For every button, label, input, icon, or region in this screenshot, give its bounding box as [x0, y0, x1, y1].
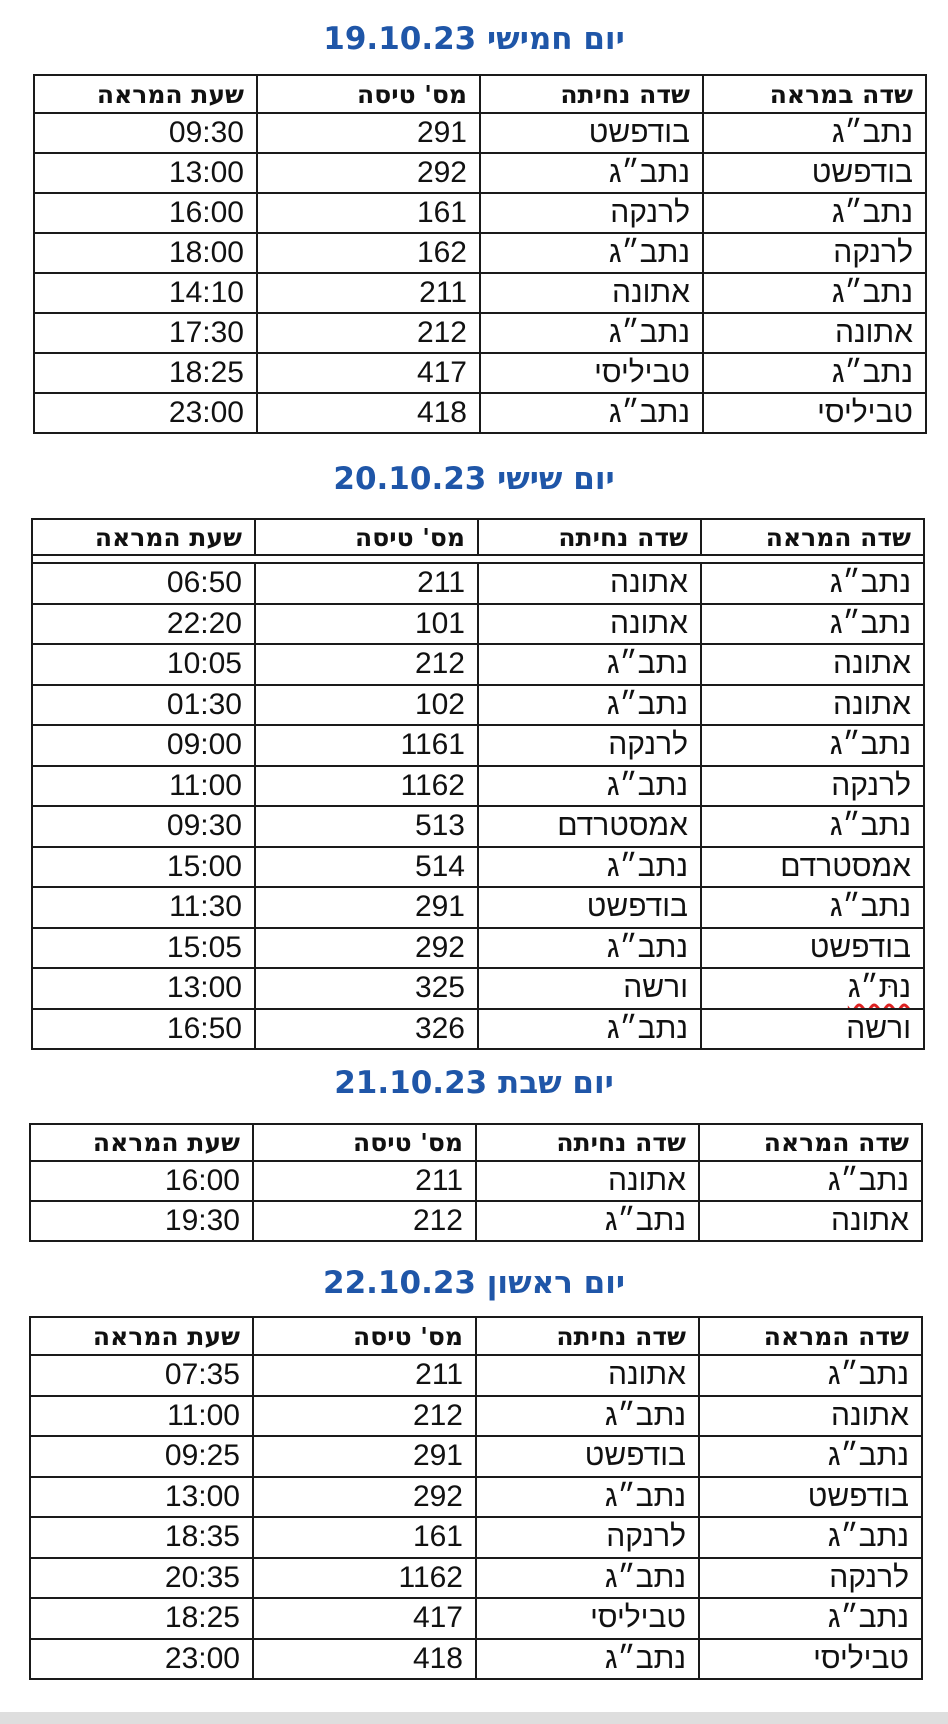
departure-time-cell: 13:00 [34, 153, 257, 193]
flight-number-cell: 514 [255, 847, 478, 888]
departure-airport-cell: נתב״ג [699, 1355, 922, 1396]
table-row [32, 928, 924, 969]
arrival-airport-cell: נתב״ג [480, 153, 703, 193]
departure-time-cell: 17:30 [34, 313, 257, 353]
departure-time-cell: 14:10 [34, 273, 257, 313]
header-flight-number: מס' טיסה [253, 1124, 476, 1161]
table-row [32, 604, 924, 645]
departure-time-cell: 23:00 [34, 393, 257, 433]
arrival-airport-cell: טביליסי [480, 353, 703, 393]
departure-time-cell: 18:25 [34, 353, 257, 393]
flight-number-cell: 161 [257, 193, 480, 233]
arrival-airport-cell: לרנקה [478, 725, 701, 766]
flight-number-cell: 102 [255, 685, 478, 726]
flight-number-cell: 211 [257, 273, 480, 313]
flight-number-cell: 161 [253, 1517, 476, 1558]
table-row [34, 113, 926, 153]
schedule-rows [32, 555, 924, 1049]
departure-time-cell: 16:00 [34, 193, 257, 233]
departure-airport-cell: טביליסי [703, 393, 926, 433]
table-row [32, 766, 924, 807]
table-row [32, 563, 924, 604]
schedule-table-saturday [29, 1123, 923, 1242]
arrival-airport-cell: אתונה [478, 563, 701, 604]
header-arrival-airport: שדה נחיתה [478, 519, 701, 555]
departure-airport-cell: אתונה [701, 685, 924, 726]
departure-airport-cell: נתב״ג [699, 1436, 922, 1477]
table-row [34, 233, 926, 273]
arrival-airport-cell: טביליסי [476, 1598, 699, 1639]
flight-number-cell: 418 [253, 1639, 476, 1680]
arrival-airport-cell: אמסטרדם [478, 806, 701, 847]
departure-time-cell: 18:35 [30, 1517, 253, 1558]
spellcheck-underline: נתּ״ג [847, 971, 911, 1005]
arrival-airport-cell: בודפשט [476, 1436, 699, 1477]
departure-time-cell: 15:00 [32, 847, 255, 888]
table-row [32, 1009, 924, 1050]
departure-time-cell: 09:30 [34, 113, 257, 153]
flight-number-cell: 1161 [255, 725, 478, 766]
arrival-airport-cell: נתב״ג [476, 1396, 699, 1437]
table-header-row [30, 1317, 922, 1355]
table-row [30, 1436, 922, 1477]
departure-airport-cell: בודפשט [703, 153, 926, 193]
departure-airport-cell: נתב״ג [699, 1598, 922, 1639]
day-title-thursday: יום חמישי 19.10.23 [323, 21, 625, 57]
departure-time-cell: 10:05 [32, 644, 255, 685]
departure-time-cell: 20:35 [30, 1558, 253, 1599]
departure-time-cell: 18:00 [34, 233, 257, 273]
schedule-table-sunday [29, 1316, 923, 1680]
schedule-rows [30, 1355, 922, 1679]
table-row [30, 1201, 922, 1241]
arrival-airport-cell: בודפשט [478, 887, 701, 928]
header-flight-number: מס' טיסה [257, 75, 480, 113]
arrival-airport-cell: לרנקה [476, 1517, 699, 1558]
departure-time-cell: 11:00 [32, 766, 255, 807]
departure-airport-cell [701, 968, 924, 1009]
table-row [32, 725, 924, 766]
gap-cell [32, 555, 924, 563]
page-bottom-edge [0, 1712, 948, 1724]
departure-airport-cell: נתב״ג [699, 1517, 922, 1558]
table-row [34, 273, 926, 313]
arrival-airport-cell: נתב״ג [480, 233, 703, 273]
arrival-airport-cell: אתונה [478, 604, 701, 645]
flight-number-cell: 291 [257, 113, 480, 153]
departure-time-cell: 19:30 [30, 1201, 253, 1241]
departure-airport-cell: אתונה [701, 644, 924, 685]
departure-airport-cell: נתב״ג [703, 353, 926, 393]
day-title-friday: יום שישי 20.10.23 [333, 461, 615, 497]
header-departure-time: שעת המראה [34, 75, 257, 113]
arrival-airport-cell: נתב״ג [478, 928, 701, 969]
table-row [30, 1639, 922, 1680]
departure-airport-cell: נתב״ג [701, 887, 924, 928]
departure-time-cell: 11:30 [32, 887, 255, 928]
header-departure-time: שעת המראה [30, 1317, 253, 1355]
schedule-table-thursday [33, 74, 927, 434]
header-departure-airport: שדה המראה [701, 519, 924, 555]
arrival-airport-cell: נתב״ג [476, 1639, 699, 1680]
table-row [30, 1558, 922, 1599]
table-row [34, 193, 926, 233]
flight-number-cell: 212 [253, 1201, 476, 1241]
table-row [34, 353, 926, 393]
flight-number-cell: 212 [253, 1396, 476, 1437]
schedule-table-friday [31, 518, 925, 1050]
flight-number-cell: 292 [257, 153, 480, 193]
departure-airport-cell: נתב״ג [701, 563, 924, 604]
table-row [32, 887, 924, 928]
departure-time-cell: 18:25 [30, 1598, 253, 1639]
departure-airport-cell: בודפשט [699, 1477, 922, 1518]
table-row [30, 1161, 922, 1201]
arrival-airport-cell: נתב״ג [478, 766, 701, 807]
flight-number-cell: 291 [253, 1436, 476, 1477]
departure-time-cell: 16:00 [30, 1161, 253, 1201]
flight-number-cell: 101 [255, 604, 478, 645]
departure-time-cell: 01:30 [32, 685, 255, 726]
table-row [32, 806, 924, 847]
header-departure-airport: שדה המראה [699, 1124, 922, 1161]
header-gap [32, 555, 924, 563]
table-header-row [34, 75, 926, 113]
header-departure-time: שעת המראה [32, 519, 255, 555]
departure-airport-cell: נתב״ג [699, 1161, 922, 1201]
arrival-airport-cell: אתונה [480, 273, 703, 313]
departure-airport-cell: אתונה [703, 313, 926, 353]
departure-time-cell: 13:00 [30, 1477, 253, 1518]
table-row [34, 393, 926, 433]
table-row [32, 685, 924, 726]
departure-airport-cell: נתב״ג [703, 113, 926, 153]
table-row [32, 968, 924, 1009]
table-row [34, 153, 926, 193]
arrival-airport-cell: נתב״ג [480, 313, 703, 353]
arrival-airport-cell: נתב״ג [478, 1009, 701, 1050]
flight-number-cell: 162 [257, 233, 480, 273]
departure-airport-cell: אמסטרדם [701, 847, 924, 888]
departure-airport-cell: לרנקה [701, 766, 924, 807]
flight-number-cell: 211 [253, 1161, 476, 1201]
flight-number-cell: 292 [255, 928, 478, 969]
flight-number-cell: 326 [255, 1009, 478, 1050]
departure-airport-cell: אתונה [699, 1201, 922, 1241]
flight-number-cell: 417 [253, 1598, 476, 1639]
departure-airport-cell: נתב״ג [701, 604, 924, 645]
departure-airport-cell: טביליסי [699, 1639, 922, 1680]
departure-airport-cell: ורשה [701, 1009, 924, 1050]
departure-time-cell: 09:30 [32, 806, 255, 847]
arrival-airport-cell: נתב״ג [480, 393, 703, 433]
departure-airport-cell: נתב״ג [701, 806, 924, 847]
header-flight-number: מס' טיסה [253, 1317, 476, 1355]
table-header-row [32, 519, 924, 555]
arrival-airport-cell: אתונה [476, 1355, 699, 1396]
departure-airport-cell: אתונה [699, 1396, 922, 1437]
flight-number-cell: 418 [257, 393, 480, 433]
departure-airport-cell: בודפשט [701, 928, 924, 969]
arrival-airport-cell: לרנקה [480, 193, 703, 233]
departure-time-cell: 22:20 [32, 604, 255, 645]
arrival-airport-cell: אתונה [476, 1161, 699, 1201]
departure-time-cell: 13:00 [32, 968, 255, 1009]
schedule-rows [30, 1161, 922, 1241]
flight-number-cell: 292 [253, 1477, 476, 1518]
header-departure-airport: שדה המראה [699, 1317, 922, 1355]
flight-number-cell: 513 [255, 806, 478, 847]
flight-number-cell: 211 [255, 563, 478, 604]
departure-airport-cell: נתב״ג [701, 725, 924, 766]
departure-airport-cell: לרנקה [703, 233, 926, 273]
departure-airport-cell: נתב״ג [703, 193, 926, 233]
flight-number-cell: 212 [255, 644, 478, 685]
table-row [30, 1598, 922, 1639]
departure-time-cell: 06:50 [32, 563, 255, 604]
departure-time-cell: 07:35 [30, 1355, 253, 1396]
day-title-sunday: יום ראשון 22.10.23 [323, 1265, 625, 1301]
header-departure-airport: שדה במראה [703, 75, 926, 113]
header-flight-number: מס' טיסה [255, 519, 478, 555]
departure-airport-cell: לרנקה [699, 1558, 922, 1599]
schedule-rows [34, 113, 926, 433]
arrival-airport-cell: נתב״ג [476, 1201, 699, 1241]
flight-number-cell: 212 [257, 313, 480, 353]
arrival-airport-cell: נתב״ג [476, 1477, 699, 1518]
table-row [32, 644, 924, 685]
flight-number-cell: 417 [257, 353, 480, 393]
arrival-airport-cell: נתב״ג [476, 1558, 699, 1599]
header-departure-time: שעת המראה [30, 1124, 253, 1161]
arrival-airport-cell: ורשה [478, 968, 701, 1009]
flight-number-cell: 291 [255, 887, 478, 928]
departure-time-cell: 15:05 [32, 928, 255, 969]
table-row [30, 1517, 922, 1558]
table-row [32, 847, 924, 888]
departure-time-cell: 16:50 [32, 1009, 255, 1050]
table-header-row [30, 1124, 922, 1161]
departure-airport-cell: נתב״ג [703, 273, 926, 313]
arrival-airport-cell: נתב״ג [478, 847, 701, 888]
departure-time-cell: 09:25 [30, 1436, 253, 1477]
flight-number-cell: 1162 [253, 1558, 476, 1599]
flight-number-cell: 1162 [255, 766, 478, 807]
arrival-airport-cell: נתב״ג [478, 685, 701, 726]
header-arrival-airport: שדה נחיתה [476, 1317, 699, 1355]
flight-number-cell: 211 [253, 1355, 476, 1396]
departure-time-cell: 11:00 [30, 1396, 253, 1437]
departure-time-cell: 23:00 [30, 1639, 253, 1680]
day-title-saturday: יום שבת 21.10.23 [334, 1065, 614, 1101]
table-row [30, 1396, 922, 1437]
flight-number-cell: 325 [255, 968, 478, 1009]
departure-time-cell: 09:00 [32, 725, 255, 766]
table-row [30, 1355, 922, 1396]
header-arrival-airport: שדה נחיתה [476, 1124, 699, 1161]
arrival-airport-cell: בודפשט [480, 113, 703, 153]
table-row [34, 313, 926, 353]
arrival-airport-cell: נתב״ג [478, 644, 701, 685]
header-arrival-airport: שדה נחיתה [480, 75, 703, 113]
table-row [30, 1477, 922, 1518]
